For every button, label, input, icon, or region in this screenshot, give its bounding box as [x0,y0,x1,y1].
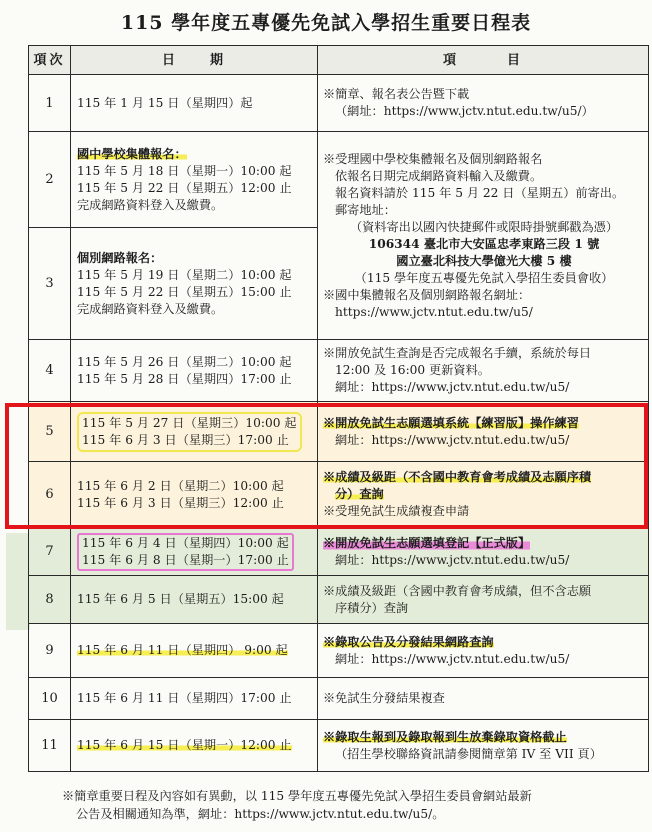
item-highlight: ※錄取公告及分發結果網路查詢 [323,634,494,649]
table-row [29,528,649,576]
date-line: 115 年 5 月 22 日（星期五）12:00 止 [77,180,292,195]
item-line: ※成績及級距（含國中教育會考成績，但不含志願 [323,583,592,598]
page-title: 115 學年度五專優先免試入學招生重要日程表 [120,12,532,34]
table-row [29,462,649,528]
row-date [71,624,318,678]
row-date [71,720,318,772]
date-line: 115 年 6 月 11 日（星期四）17:00 止 [77,691,292,705]
row-item [318,462,649,528]
item-highlight: ※開放免試生志願選填登記【正式版】 [323,535,531,550]
row-item [318,402,649,462]
item-line: 網址：https://www.jctv.ntut.edu.tw/u5/ [335,380,570,394]
row-item [318,340,649,402]
row-date [71,228,318,340]
date-line: 115 年 6 月 2 日（星期二）10:00 起 [77,478,284,493]
address-line: 國立臺北科技大學億光大樓 5 樓 [396,253,572,268]
date-line: 115 年 6 月 4 日（星期四）10:00 起 [82,535,289,550]
row-no: 6 [29,462,71,528]
item-highlight: 分）查詢 [335,487,384,501]
item-line: （資料寄出以國內快捷郵件或限時掛號郵戳為憑） [349,219,619,234]
item-line: 報名資料請於 115 年 5 月 22 日（星期五）前寄出。 [335,185,625,200]
date-line: 115 年 5 月 19 日（星期二）10:00 起 [77,267,292,282]
row-no: 2 [29,132,71,228]
date-highlight: 國中學校集體報名： [77,146,187,161]
row-date [71,402,318,462]
item-line: 序積分）查詢 [335,600,409,615]
date-line: 115 年 5 月 18 日（星期一）10:00 起 [77,163,292,178]
item-line: 12:00 及 16:00 更新資料。 [335,363,490,377]
row-no: 8 [29,576,71,624]
row-date [71,528,318,576]
row-no: 11 [29,720,71,772]
footnote [62,787,632,823]
item-line: （115 學年度五專優先免試入學招生委員會收） [354,270,614,285]
item-highlight: ※錄取生報到及錄取報到生放棄錄取資格截止 [323,729,567,744]
row-no: 3 [29,228,71,340]
item-highlight: ※成績及級距（不含國中教育會考成績及志願序積 [323,470,592,484]
row-item [318,624,649,678]
row-no: 7 [29,528,71,576]
date-line: 115 年 5 月 26 日（星期二）10:00 起 [77,354,292,369]
date-line: 115 年 5 月 28 日（星期四）17:00 止 [77,371,292,386]
item-line: （網址：https://www.jctv.ntut.edu.tw/u5/） [335,104,594,118]
table-row [29,340,649,402]
row-no: 5 [29,402,71,462]
item-line: 依報名日期完成網路資料輸入及繳費。 [335,168,543,183]
date-line: 115 年 6 月 3 日（星期三）17:00 止 [82,432,289,447]
row-item [318,720,649,772]
table-row [29,132,649,228]
row-item [318,132,649,340]
item-line: https://www.jctv.ntut.edu.tw/u5/ [335,304,533,319]
item-highlight: ※開放免試生志願選填系統【練習版】操作練習 [323,415,579,430]
row-date [71,462,318,528]
item-line: 網址：https://www.jctv.ntut.edu.tw/u5/ [335,552,570,567]
table-row [29,75,649,132]
date-highlight-box [77,412,302,452]
item-line: 網址：https://www.jctv.ntut.edu.tw/u5/ [335,651,570,666]
table-row [29,720,649,772]
header-item: 項 目 [318,46,649,75]
row-item [318,75,649,132]
row-no: 1 [29,75,71,132]
header-row [29,46,649,75]
table-row [29,624,649,678]
header-date: 日 期 [71,46,318,75]
date-line: 115 年 6 月 3 日（星期三）12:00 止 [77,495,284,510]
item-line: ※受理國中學校集體報名及個別網路報名 [323,151,543,166]
item-line: 郵寄地址： [335,202,396,217]
table-row [29,402,649,462]
item-line: ※國中集體報名及個別網路報名網址： [323,287,531,302]
address-line: 106344 臺北市大安區忠孝東路三段 1 號 [368,236,600,251]
item-line: ※開放免試生查詢是否完成報名手續，系統於每日 [323,346,592,360]
date-line: 115 年 1 月 15 日（星期四）起 [77,95,253,110]
footnote-line: ※簡章重要日程及內容如有異動，以 115 學年度五專優先免試入學招生委員會網站最新 [62,789,532,803]
item-line: ※免試生分發結果複查 [323,691,445,705]
row-date [71,576,318,624]
row-item [318,528,649,576]
date-line: 115 年 5 月 27 日（星期三）10:00 起 [82,415,297,430]
date-line: 115 年 5 月 22 日（星期五）15:00 止 [77,284,292,299]
header-no: 項次 [29,46,71,75]
schedule-table [28,45,649,772]
row-date [71,678,318,720]
footnote-line: 公告及相關通知為準，網址：https://www.jctv.ntut.edu.tw/u5/。 [76,807,445,821]
date-highlight: 115 年 6 月 15 日（星期一）12:00 止 [77,738,292,752]
item-line: 網址：https://www.jctv.ntut.edu.tw/u5/ [335,432,570,447]
date-line: 115 年 6 月 5 日（星期五）15:00 起 [77,592,284,606]
row-item [318,678,649,720]
green-highlight-strip [6,533,30,630]
row-no: 10 [29,678,71,720]
item-line: （招生學校聯絡資訊請參閱簡章第 IV 至 VII 頁） [335,746,602,761]
item-line: ※受理免試生成績複查申請 [323,504,470,518]
row-no: 4 [29,340,71,402]
table-row [29,576,649,624]
row-no: 9 [29,624,71,678]
date-label: 個別網路報名： [77,250,163,265]
date-line: 115 年 6 月 8 日（星期一）17:00 止 [82,552,289,567]
row-date [71,75,318,132]
row-date [71,340,318,402]
date-line: 完成網路資料登入及繳費。 [77,197,224,212]
row-date [71,132,318,228]
date-highlight: 115 年 6 月 11 日（星期四） 9:00 起 [77,643,288,657]
date-highlight-box [77,533,294,571]
row-item [318,576,649,624]
date-line: 完成網路資料登入及繳費。 [77,301,224,316]
table-row [29,678,649,720]
item-line: ※簡章、報名表公告暨下載 [323,87,470,101]
